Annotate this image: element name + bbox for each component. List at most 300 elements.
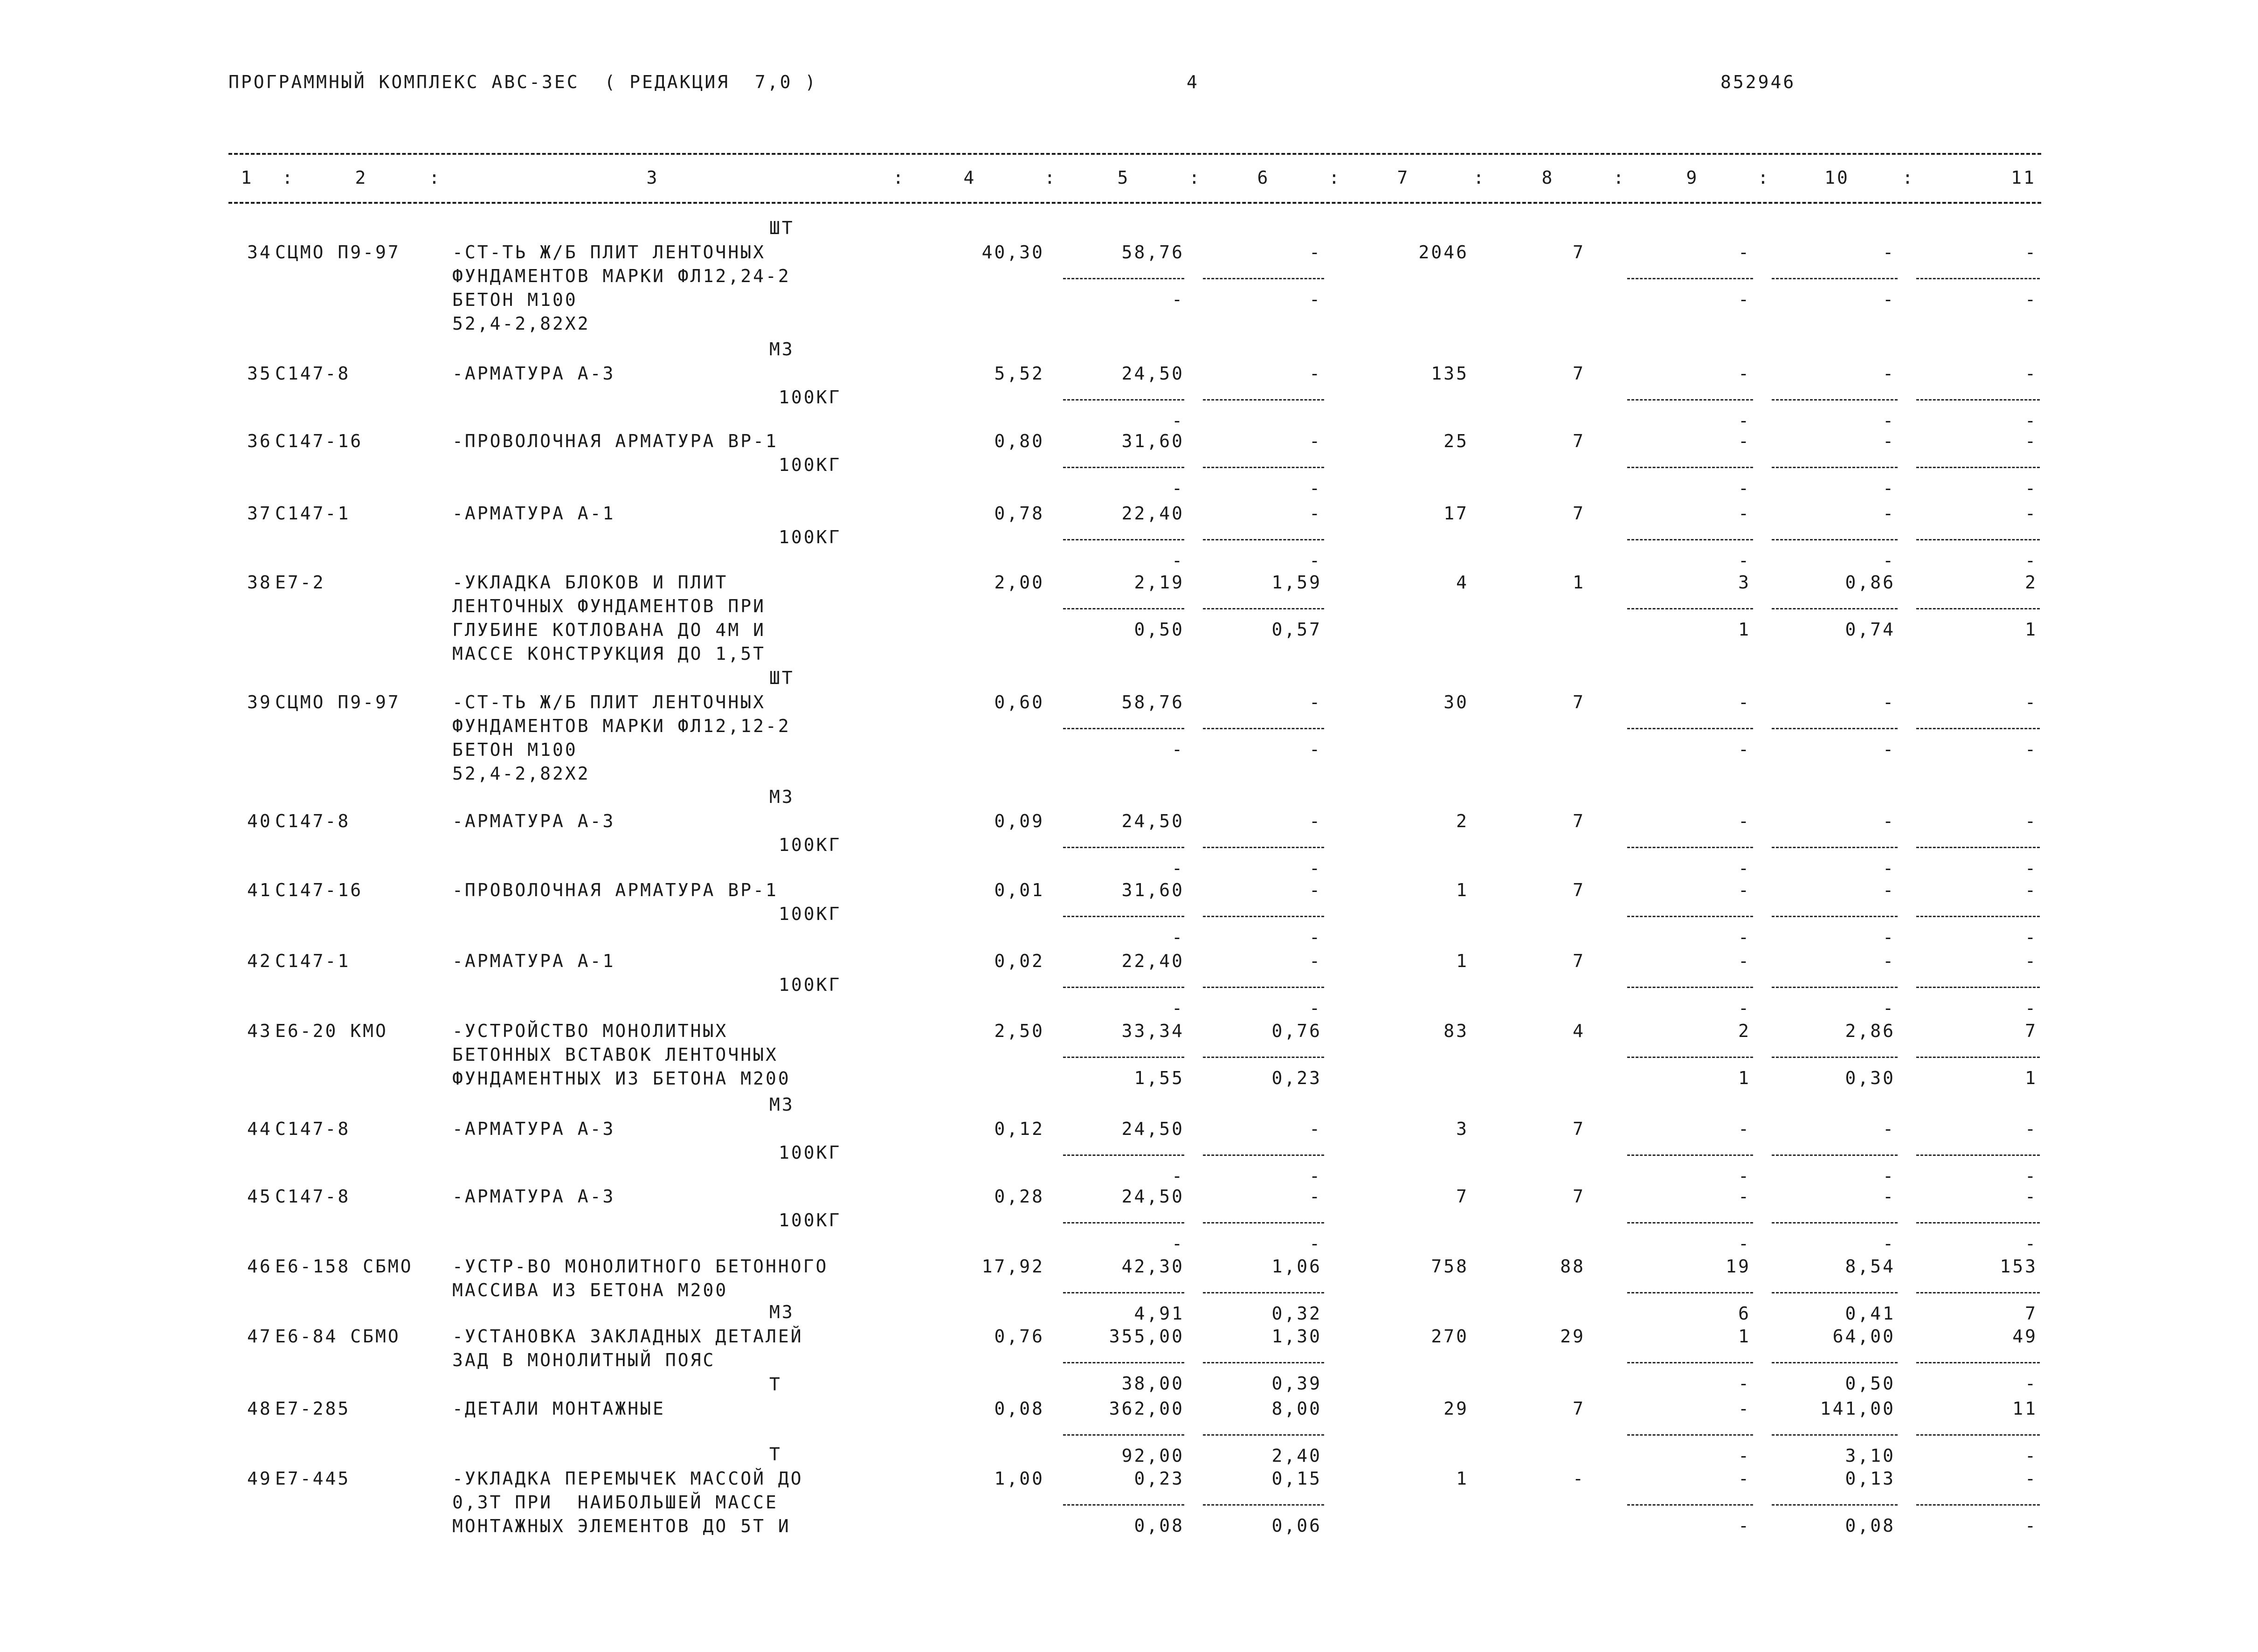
- col10-subvalue: 0,50: [1845, 1373, 1895, 1394]
- col9-value: -: [1738, 1398, 1751, 1419]
- cell-divider: [1063, 399, 1184, 401]
- col11-subvalue: -: [2025, 478, 2037, 498]
- col10-value: 2,86: [1845, 1021, 1895, 1041]
- col6-subvalue: 0,23: [1271, 1068, 1322, 1088]
- cell-divider: [1203, 728, 1324, 729]
- row-description-line: -АРМАТУРА А-1: [452, 503, 615, 524]
- row-description-line: -ПРОВОЛОЧНАЯ АРМАТУРА ВР-1: [452, 880, 778, 900]
- row-description-line: ЛЕНТОЧНЫХ ФУНДАМЕНТОВ ПРИ: [452, 596, 766, 616]
- col6-value: -: [1309, 363, 1322, 384]
- unit-bottom-label: 100КГ: [779, 455, 842, 475]
- column-separator: :: [1189, 167, 1202, 188]
- cell-divider: [1063, 278, 1184, 279]
- cell-divider: [1916, 1434, 2040, 1436]
- col11-value: -: [2025, 880, 2037, 900]
- column-separator: :: [1044, 167, 1057, 188]
- column-header-4: 4: [963, 167, 976, 188]
- cell-divider: [1627, 916, 1753, 917]
- cell-divider: [1203, 916, 1324, 917]
- cell-divider: [1063, 847, 1184, 848]
- col9-subvalue: -: [1738, 1373, 1751, 1394]
- col10-subvalue: -: [1883, 1166, 1895, 1186]
- cell-divider: [1063, 1362, 1184, 1363]
- column-header-11: 11: [2011, 167, 2036, 188]
- col10-subvalue: 0,08: [1845, 1515, 1895, 1536]
- col6-value: -: [1309, 1119, 1322, 1139]
- col10-value: -: [1883, 242, 1895, 263]
- cell-divider: [1203, 608, 1324, 609]
- column-header-1: 1: [241, 167, 254, 188]
- cell-divider: [1627, 1154, 1753, 1156]
- cell-divider: [1772, 916, 1898, 917]
- cell-divider: [1063, 916, 1184, 917]
- cell-divider: [1772, 278, 1898, 279]
- col4-value: 1,00: [994, 1468, 1044, 1489]
- cell-divider: [1063, 467, 1184, 468]
- row-number: 36: [247, 431, 272, 451]
- cell-divider: [1627, 1362, 1753, 1363]
- col9-value: -: [1738, 951, 1751, 971]
- col4-value: 0,08: [994, 1398, 1044, 1419]
- cell-divider: [1772, 608, 1898, 609]
- row-code: СЦМО П9-97: [275, 692, 401, 712]
- cell-divider: [1916, 539, 2040, 540]
- row-description-line: ГЛУБИНЕ КОТЛОВАНА ДО 4М И: [452, 620, 766, 640]
- cell-divider: [1772, 1504, 1898, 1506]
- cell-divider: [1916, 1292, 2040, 1293]
- cell-divider: [1772, 847, 1898, 848]
- col5-subvalue: 4,91: [1134, 1303, 1184, 1324]
- cell-divider: [1627, 1504, 1753, 1506]
- document-code: 852946: [1720, 72, 1796, 92]
- unit-bottom-label: 100КГ: [779, 835, 842, 855]
- col11-subvalue: -: [2025, 550, 2037, 571]
- col11-value: -: [2025, 363, 2037, 384]
- unit-bottom-label: 100КГ: [779, 1142, 842, 1163]
- cell-divider: [1627, 1222, 1753, 1223]
- col11-subvalue: -: [2025, 1373, 2037, 1394]
- unit-top-label: М3: [769, 339, 794, 359]
- row-code: СЦМО П9-97: [275, 242, 401, 263]
- col10-subvalue: -: [1883, 478, 1895, 498]
- col6-subvalue: -: [1309, 550, 1322, 571]
- col11-subvalue: -: [2025, 858, 2037, 878]
- row-description-line: МОНТАЖНЫХ ЭЛЕМЕНТОВ ДО 5Т И: [452, 1516, 791, 1536]
- cell-divider: [1627, 608, 1753, 609]
- column-separator: :: [1613, 167, 1626, 188]
- cell-divider: [1063, 608, 1184, 609]
- cell-divider: [1916, 728, 2040, 729]
- cell-divider: [1916, 399, 2040, 401]
- col5-value: 24,50: [1121, 1119, 1184, 1139]
- col11-value: -: [2025, 951, 2037, 971]
- col6-value: -: [1309, 692, 1322, 712]
- col5-subvalue: -: [1172, 478, 1184, 498]
- col10-subvalue: -: [1883, 927, 1895, 947]
- col6-subvalue: -: [1309, 289, 1322, 310]
- col4-value: 0,80: [994, 431, 1044, 451]
- col6-subvalue: -: [1309, 739, 1322, 760]
- column-header-5: 5: [1117, 167, 1130, 188]
- col11-value: -: [2025, 811, 2037, 831]
- col11-subvalue: 1: [2025, 1068, 2037, 1088]
- row-number: 48: [247, 1398, 272, 1419]
- col8-value: 7: [1573, 431, 1585, 451]
- cell-divider: [1063, 1057, 1184, 1058]
- col9-value: -: [1738, 1119, 1751, 1139]
- col10-value: -: [1883, 951, 1895, 971]
- col10-value: 0,13: [1845, 1468, 1895, 1489]
- col4-value: 0,60: [994, 692, 1044, 712]
- unit-top-label: М3: [769, 1302, 794, 1322]
- row-description-line: -УСТР-ВО МОНОЛИТНОГО БЕТОННОГО: [452, 1256, 829, 1277]
- row-code: Е7-2: [275, 572, 325, 593]
- row-description-line: -АРМАТУРА А-3: [452, 811, 615, 831]
- col7-value: 2046: [1418, 242, 1469, 263]
- col9-value: -: [1738, 242, 1751, 263]
- row-code: С147-1: [275, 951, 351, 971]
- col6-value: -: [1309, 242, 1322, 263]
- col11-value: 2: [2025, 572, 2037, 593]
- col10-subvalue: 0,41: [1845, 1303, 1895, 1324]
- col6-subvalue: 2,40: [1271, 1445, 1322, 1466]
- table-header-rule: [228, 202, 2041, 204]
- col4-value: 0,02: [994, 951, 1044, 971]
- row-description-line: ФУНДАМЕНТНЫХ ИЗ БЕТОНА М200: [452, 1068, 791, 1089]
- row-description-line: -УКЛАДКА БЛОКОВ И ПЛИТ: [452, 572, 728, 593]
- col5-value: 22,40: [1121, 503, 1184, 524]
- cell-divider: [1772, 1292, 1898, 1293]
- col5-subvalue: -: [1172, 927, 1184, 947]
- col11-value: -: [2025, 1468, 2037, 1489]
- cell-divider: [1772, 1057, 1898, 1058]
- cell-divider: [1203, 1057, 1324, 1058]
- cell-divider: [1627, 728, 1753, 729]
- col6-subvalue: 0,39: [1271, 1373, 1322, 1394]
- col4-value: 40,30: [981, 242, 1044, 263]
- col9-value: -: [1738, 811, 1751, 831]
- col5-value: 22,40: [1121, 951, 1184, 971]
- cell-divider: [1627, 539, 1753, 540]
- col8-value: 7: [1573, 811, 1585, 831]
- row-code: Е6-20 КМО: [275, 1021, 388, 1041]
- col10-value: -: [1883, 431, 1895, 451]
- col7-value: 25: [1443, 431, 1469, 451]
- cell-divider: [1627, 1434, 1753, 1436]
- col10-subvalue: 3,10: [1845, 1445, 1895, 1466]
- column-header-6: 6: [1257, 167, 1270, 188]
- cell-divider: [1916, 987, 2040, 988]
- col11-subvalue: -: [2025, 410, 2037, 431]
- col11-value: -: [2025, 1119, 2037, 1139]
- col9-subvalue: 6: [1738, 1303, 1751, 1324]
- column-header-7: 7: [1397, 167, 1410, 188]
- col8-value: -: [1573, 1468, 1585, 1489]
- col10-subvalue: -: [1883, 550, 1895, 571]
- cell-divider: [1627, 1057, 1753, 1058]
- cell-divider: [1916, 847, 2040, 848]
- cell-divider: [1772, 1154, 1898, 1156]
- row-code: Е6-84 СБМО: [275, 1326, 401, 1347]
- col9-subvalue: -: [1738, 858, 1751, 878]
- col8-value: 29: [1560, 1326, 1585, 1347]
- row-code: Е7-285: [275, 1398, 351, 1419]
- cell-divider: [1916, 608, 2040, 609]
- col9-subvalue: -: [1738, 478, 1751, 498]
- col6-subvalue: -: [1309, 927, 1322, 947]
- col4-value: 0,76: [994, 1326, 1044, 1347]
- col6-subvalue: -: [1309, 1166, 1322, 1186]
- col10-value: -: [1883, 811, 1895, 831]
- col11-subvalue: -: [2025, 998, 2037, 1018]
- col9-subvalue: -: [1738, 1166, 1751, 1186]
- row-code: С147-8: [275, 811, 351, 831]
- col8-value: 7: [1573, 1119, 1585, 1139]
- cell-divider: [1203, 1222, 1324, 1223]
- col6-value: 1,30: [1271, 1326, 1322, 1347]
- col7-value: 1: [1456, 951, 1469, 971]
- cell-divider: [1627, 1292, 1753, 1293]
- row-code: С147-1: [275, 503, 351, 524]
- row-code: С147-16: [275, 431, 363, 451]
- col11-value: 7: [2025, 1021, 2037, 1041]
- col7-value: 758: [1431, 1256, 1469, 1277]
- unit-top-label: М3: [769, 1094, 794, 1115]
- col11-subvalue: -: [2025, 927, 2037, 947]
- col10-subvalue: -: [1883, 739, 1895, 760]
- row-description-line: -ДЕТАЛИ МОНТАЖНЫЕ: [452, 1398, 665, 1419]
- col5-value: 58,76: [1121, 692, 1184, 712]
- col7-value: 30: [1443, 692, 1469, 712]
- col8-value: 7: [1573, 1398, 1585, 1419]
- col7-value: 7: [1456, 1186, 1469, 1207]
- col8-value: 7: [1573, 951, 1585, 971]
- col6-value: 1,06: [1271, 1256, 1322, 1277]
- row-description-line: 0,3Т ПРИ НАИБОЛЬШЕЙ МАССЕ: [452, 1492, 778, 1513]
- row-code: С147-8: [275, 1119, 351, 1139]
- cell-divider: [1772, 1222, 1898, 1223]
- col10-subvalue: 0,74: [1845, 619, 1895, 640]
- cell-divider: [1063, 539, 1184, 540]
- col5-subvalue: -: [1172, 1233, 1184, 1254]
- col6-subvalue: 0,57: [1271, 619, 1322, 640]
- col5-value: 24,50: [1121, 1186, 1184, 1207]
- cell-divider: [1916, 1154, 2040, 1156]
- cell-divider: [1203, 1362, 1324, 1363]
- row-number: 44: [247, 1119, 272, 1139]
- col8-value: 7: [1573, 363, 1585, 384]
- col7-value: 1: [1456, 1468, 1469, 1489]
- page-number: 4: [1187, 72, 1199, 92]
- column-header-10: 10: [1824, 167, 1850, 188]
- col11-subvalue: -: [2025, 1515, 2037, 1536]
- cell-divider: [1772, 728, 1898, 729]
- col5-subvalue: 1,55: [1134, 1068, 1184, 1088]
- col11-subvalue: -: [2025, 739, 2037, 760]
- cell-divider: [1772, 987, 1898, 988]
- col11-value: -: [2025, 1186, 2037, 1207]
- col11-subvalue: 7: [2025, 1303, 2037, 1324]
- column-separator: :: [1902, 167, 1915, 188]
- row-description-line: -АРМАТУРА А-3: [452, 363, 615, 384]
- unit-bottom-label: 100КГ: [779, 904, 842, 924]
- col8-value: 4: [1573, 1021, 1585, 1041]
- col5-subvalue: 0,08: [1134, 1515, 1184, 1536]
- col5-subvalue: 38,00: [1121, 1373, 1184, 1394]
- col9-value: 3: [1738, 572, 1751, 593]
- cell-divider: [1203, 539, 1324, 540]
- col6-value: -: [1309, 503, 1322, 524]
- col6-subvalue: -: [1309, 858, 1322, 878]
- program-title: ПРОГРАММНЫЙ КОМПЛЕКС АВС-3ЕС ( РЕДАКЦИЯ 7,0 ): [228, 72, 818, 92]
- col11-value: -: [2025, 242, 2037, 263]
- row-number: 39: [247, 692, 272, 712]
- col5-subvalue: -: [1172, 998, 1184, 1018]
- col9-value: -: [1738, 692, 1751, 712]
- col5-subvalue: -: [1172, 410, 1184, 431]
- col7-value: 2: [1456, 811, 1469, 831]
- col10-subvalue: -: [1883, 410, 1895, 431]
- row-description-line: -АРМАТУРА А-1: [452, 951, 615, 971]
- col7-value: 270: [1431, 1326, 1469, 1347]
- row-description-line: МАССИВА ИЗ БЕТОНА М200: [452, 1280, 728, 1300]
- row-description-line: -УКЛАДКА ПЕРЕМЫЧЕК МАССОЙ ДО: [452, 1468, 803, 1489]
- col9-subvalue: -: [1738, 739, 1751, 760]
- column-header-8: 8: [1541, 167, 1554, 188]
- col9-value: 1: [1738, 1326, 1751, 1347]
- col5-value: 0,23: [1134, 1468, 1184, 1489]
- cell-divider: [1772, 1434, 1898, 1436]
- column-separator: :: [893, 167, 905, 188]
- column-separator: :: [282, 167, 295, 188]
- row-description-line: 52,4-2,82Х2: [452, 763, 590, 784]
- row-number: 41: [247, 880, 272, 900]
- cell-divider: [1063, 1292, 1184, 1293]
- col5-value: 31,60: [1121, 431, 1184, 451]
- cell-divider: [1063, 728, 1184, 729]
- col11-subvalue: -: [2025, 289, 2037, 310]
- col10-value: -: [1883, 1119, 1895, 1139]
- col5-value: 33,34: [1121, 1021, 1184, 1041]
- col11-value: -: [2025, 503, 2037, 524]
- unit-top-label: ШТ: [769, 218, 794, 238]
- table-top-rule: [228, 153, 2041, 155]
- cell-divider: [1772, 399, 1898, 401]
- col7-value: 17: [1443, 503, 1469, 524]
- cell-divider: [1063, 1222, 1184, 1223]
- cell-divider: [1203, 467, 1324, 468]
- col9-subvalue: -: [1738, 1515, 1751, 1536]
- row-description-line: -СТ-ТЬ Ж/Б ПЛИТ ЛЕНТОЧНЫХ: [452, 242, 766, 263]
- row-number: 47: [247, 1326, 272, 1347]
- col5-subvalue: -: [1172, 739, 1184, 760]
- row-description-line: ЗАД В МОНОЛИТНЫЙ ПОЯС: [452, 1350, 716, 1370]
- cell-divider: [1916, 467, 2040, 468]
- row-number: 45: [247, 1186, 272, 1207]
- row-description-line: ФУНДАМЕНТОВ МАРКИ ФЛ12,12-2: [452, 716, 791, 736]
- col6-value: 0,76: [1271, 1021, 1322, 1041]
- col8-value: 88: [1560, 1256, 1585, 1277]
- row-number: 46: [247, 1256, 272, 1277]
- col7-value: 1: [1456, 880, 1469, 900]
- column-separator: :: [1329, 167, 1341, 188]
- row-code: С147-8: [275, 1186, 351, 1207]
- cell-divider: [1203, 1504, 1324, 1506]
- col4-value: 17,92: [981, 1256, 1044, 1277]
- col10-value: 64,00: [1832, 1326, 1895, 1347]
- col11-value: 11: [2012, 1398, 2037, 1419]
- col9-value: -: [1738, 503, 1751, 524]
- col6-value: -: [1309, 431, 1322, 451]
- col10-subvalue: -: [1883, 1233, 1895, 1254]
- col9-subvalue: -: [1738, 289, 1751, 310]
- col5-value: 355,00: [1109, 1326, 1184, 1347]
- col6-value: -: [1309, 880, 1322, 900]
- col5-value: 362,00: [1109, 1398, 1184, 1419]
- col7-value: 4: [1456, 572, 1469, 593]
- cell-divider: [1063, 1504, 1184, 1506]
- col10-value: -: [1883, 503, 1895, 524]
- cell-divider: [1916, 1362, 2040, 1363]
- row-number: 49: [247, 1468, 272, 1489]
- col10-value: -: [1883, 692, 1895, 712]
- row-description-line: -АРМАТУРА А-3: [452, 1119, 615, 1139]
- row-description-line: -УСТРОЙСТВО МОНОЛИТНЫХ: [452, 1021, 728, 1041]
- col9-value: 2: [1738, 1021, 1751, 1041]
- col7-value: 3: [1456, 1119, 1469, 1139]
- col10-subvalue: 0,30: [1845, 1068, 1895, 1088]
- cell-divider: [1916, 1057, 2040, 1058]
- col7-value: 135: [1431, 363, 1469, 384]
- column-header-9: 9: [1686, 167, 1699, 188]
- col11-subvalue: 1: [2025, 619, 2037, 640]
- row-number: 42: [247, 951, 272, 971]
- col5-value: 2,19: [1134, 572, 1184, 593]
- col5-value: 31,60: [1121, 880, 1184, 900]
- col4-value: 0,12: [994, 1119, 1044, 1139]
- col10-value: 8,54: [1845, 1256, 1895, 1277]
- col4-value: 2,00: [994, 572, 1044, 593]
- col11-subvalue: -: [2025, 1166, 2037, 1186]
- row-description-line: -СТ-ТЬ Ж/Б ПЛИТ ЛЕНТОЧНЫХ: [452, 692, 766, 712]
- column-header-2: 2: [355, 167, 368, 188]
- row-description-line: БЕТОН М100: [452, 290, 578, 310]
- col6-subvalue: 0,06: [1271, 1515, 1322, 1536]
- col8-value: 7: [1573, 880, 1585, 900]
- row-code: С147-8: [275, 363, 351, 384]
- column-header-3: 3: [646, 167, 659, 188]
- row-number: 35: [247, 363, 272, 384]
- cell-divider: [1916, 916, 2040, 917]
- col9-value: 19: [1726, 1256, 1751, 1277]
- row-code: Е7-445: [275, 1468, 351, 1489]
- row-code: Е6-158 СБМО: [275, 1256, 413, 1277]
- row-number: 43: [247, 1021, 272, 1041]
- cell-divider: [1916, 278, 2040, 279]
- col11-value: 49: [2012, 1326, 2037, 1347]
- col9-value: -: [1738, 1186, 1751, 1207]
- unit-top-label: Т: [769, 1374, 782, 1395]
- col9-subvalue: 1: [1738, 1068, 1751, 1088]
- cell-divider: [1203, 399, 1324, 401]
- col6-subvalue: -: [1309, 478, 1322, 498]
- col5-subvalue: -: [1172, 550, 1184, 571]
- row-description-line: -АРМАТУРА А-3: [452, 1186, 615, 1207]
- col5-value: 58,76: [1121, 242, 1184, 263]
- cell-divider: [1063, 987, 1184, 988]
- cell-divider: [1627, 278, 1753, 279]
- col8-value: 7: [1573, 503, 1585, 524]
